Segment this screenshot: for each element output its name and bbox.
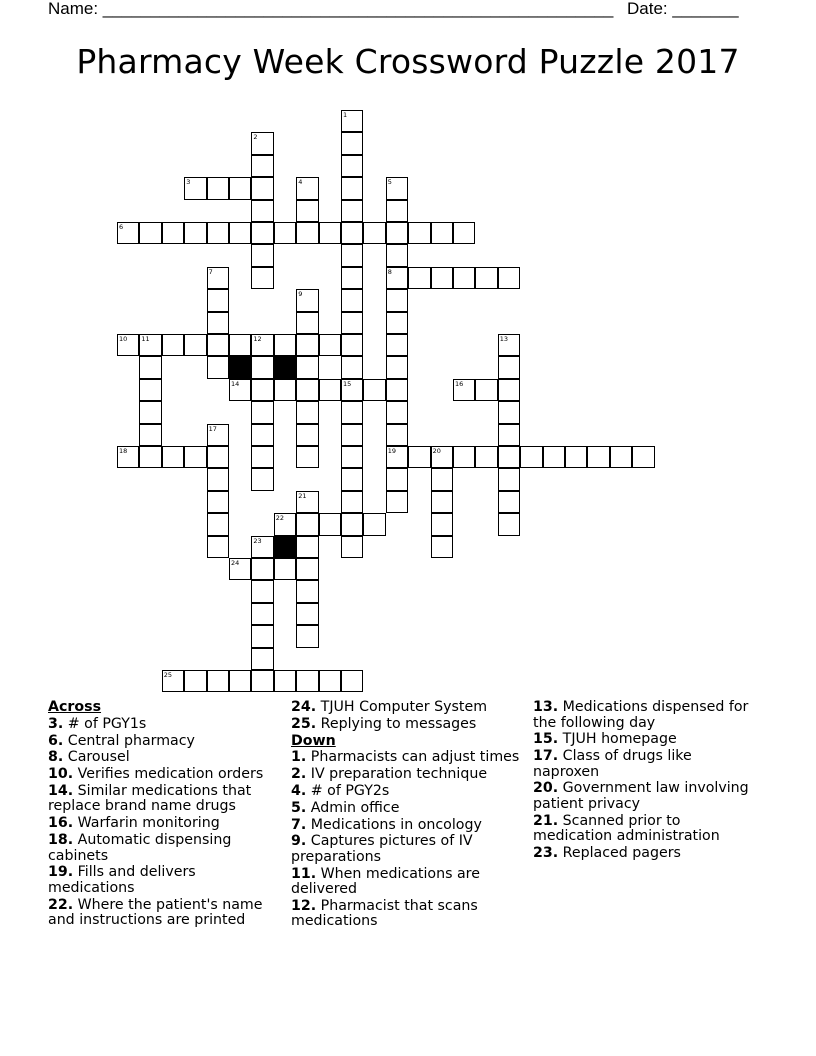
- crossword-cell[interactable]: [341, 334, 363, 356]
- crossword-cell[interactable]: [341, 513, 363, 535]
- crossword-cell[interactable]: [408, 267, 430, 289]
- crossword-cell[interactable]: [386, 491, 408, 513]
- clue-number: 7.: [291, 816, 307, 833]
- crossword-cell[interactable]: [184, 177, 206, 199]
- clue-number-label: 23: [253, 536, 262, 545]
- crossword-cell[interactable]: [251, 558, 273, 580]
- crossword-cell[interactable]: [431, 222, 453, 244]
- across-heading: Across: [48, 699, 102, 715]
- clue-number: 14.: [48, 782, 74, 799]
- crossword-cell[interactable]: [229, 177, 251, 199]
- crossword-cell[interactable]: [251, 222, 273, 244]
- crossword-cell[interactable]: [296, 670, 318, 692]
- clue-number-label: 8: [387, 267, 392, 276]
- crossword-cell[interactable]: [207, 222, 229, 244]
- crossword-cell[interactable]: [139, 334, 161, 356]
- crossword-cell[interactable]: [498, 401, 520, 423]
- crossword-cell[interactable]: [341, 267, 363, 289]
- crossword-cell[interactable]: [431, 267, 453, 289]
- crossword-cell[interactable]: [408, 446, 430, 468]
- crossword-cell[interactable]: [274, 379, 296, 401]
- clue-down-9: [291, 834, 523, 865]
- crossword-cell[interactable]: [229, 222, 251, 244]
- crossword-cell[interactable]: [341, 155, 363, 177]
- crossword-cell[interactable]: [363, 222, 385, 244]
- crossword-cell[interactable]: [251, 580, 273, 602]
- crossword-cell[interactable]: [207, 491, 229, 513]
- clue-number: 5.: [291, 799, 307, 816]
- clue-down-7: [291, 818, 523, 834]
- clue-text: Where the patient's name and instructions are printed: [48, 896, 263, 929]
- crossword-cell[interactable]: [341, 312, 363, 334]
- clue-number-label: 11: [141, 335, 150, 343]
- crossword-cell[interactable]: [229, 379, 251, 401]
- crossword-cell[interactable]: [296, 379, 318, 401]
- clue-text: Pharmacists can adjust times: [310, 749, 520, 766]
- crossword-cell[interactable]: [386, 200, 408, 222]
- crossword-cell[interactable]: [207, 267, 229, 289]
- crossword-cell[interactable]: [431, 468, 453, 490]
- crossword-cell[interactable]: [296, 446, 318, 468]
- clue-text: Pharmacist that scans medications: [291, 897, 478, 930]
- clue-number: 8.: [48, 749, 64, 766]
- clue-text: Government law involving patient privacy: [533, 780, 749, 812]
- clue-number-label: 10: [119, 335, 128, 343]
- crossword-cell[interactable]: [341, 177, 363, 199]
- clue-text: Automatic dispensing cabinets: [48, 832, 232, 864]
- clue-number: 23.: [533, 844, 559, 861]
- crossword-cell[interactable]: [117, 446, 139, 468]
- clue-down-15: [533, 732, 753, 748]
- clue-number: 17.: [533, 748, 559, 765]
- crossword-cell[interactable]: [319, 670, 341, 692]
- clue-text: TJUH Computer System: [320, 699, 488, 715]
- crossword-cell[interactable]: [207, 289, 229, 311]
- crossword-block-cell: [274, 356, 296, 378]
- crossword-cell[interactable]: [319, 513, 341, 535]
- clue-number: 12.: [291, 897, 317, 914]
- crossword-cell[interactable]: [386, 334, 408, 356]
- clue-down-20: [533, 781, 753, 812]
- crossword-cell[interactable]: [207, 177, 229, 199]
- crossword-cell[interactable]: [341, 222, 363, 244]
- clue-number-label: 20: [432, 447, 441, 455]
- crossword-cell[interactable]: [498, 267, 520, 289]
- crossword-cell[interactable]: [162, 334, 184, 356]
- crossword-cell[interactable]: [251, 356, 273, 378]
- crossword-cell[interactable]: [251, 132, 273, 154]
- crossword-cell[interactable]: [274, 670, 296, 692]
- crossword-cell[interactable]: [319, 222, 341, 244]
- crossword-cell[interactable]: [341, 132, 363, 154]
- crossword-cell[interactable]: [341, 379, 363, 401]
- crossword-cell[interactable]: [207, 468, 229, 490]
- clue-across-19: [48, 865, 280, 896]
- crossword-cell[interactable]: [139, 379, 161, 401]
- crossword-cell[interactable]: [341, 468, 363, 490]
- crossword-cell[interactable]: [341, 401, 363, 423]
- clue-number: 20.: [533, 780, 559, 797]
- date-field-label: Date: _______: [627, 0, 739, 18]
- crossword-block-cell: [229, 356, 251, 378]
- crossword-cell[interactable]: [431, 536, 453, 558]
- clue-number: 18.: [48, 832, 74, 849]
- crossword-cell[interactable]: [251, 670, 273, 692]
- clue-across-10: [48, 767, 280, 783]
- crossword-cell[interactable]: [117, 222, 139, 244]
- crossword-cell[interactable]: [386, 446, 408, 468]
- crossword-cell[interactable]: [251, 200, 273, 222]
- crossword-cell[interactable]: [274, 558, 296, 580]
- clue-number: 15.: [533, 731, 559, 748]
- crossword-cell[interactable]: [386, 177, 408, 199]
- clue-number: 11.: [291, 865, 317, 882]
- crossword-cell[interactable]: [207, 334, 229, 356]
- crossword-cell[interactable]: [319, 334, 341, 356]
- clue-number: 2.: [291, 766, 307, 783]
- clue-down-23: [533, 846, 753, 862]
- crossword-cell[interactable]: [341, 424, 363, 446]
- crossword-cell[interactable]: [296, 289, 318, 311]
- name-field-label: Name: ______________________________________________________: [48, 0, 614, 18]
- clue-text: IV preparation technique: [310, 766, 488, 783]
- crossword-cell[interactable]: [139, 446, 161, 468]
- crossword-cell[interactable]: [207, 670, 229, 692]
- crossword-cell[interactable]: [184, 334, 206, 356]
- clue-down-12: [291, 899, 523, 930]
- clue-number-label: 17: [208, 424, 217, 433]
- crossword-cell[interactable]: [251, 379, 273, 401]
- crossword-cell[interactable]: [341, 491, 363, 513]
- crossword-cell[interactable]: [610, 446, 632, 468]
- crossword-cell[interactable]: [251, 603, 273, 625]
- clues-column-1: [48, 700, 280, 930]
- crossword-cell[interactable]: [139, 222, 161, 244]
- clue-down-5: [291, 801, 523, 817]
- clue-number: 6.: [48, 732, 64, 749]
- down-heading: Down: [291, 732, 336, 749]
- crossword-cell[interactable]: [296, 312, 318, 334]
- crossword-cell[interactable]: [543, 446, 565, 468]
- clues-column-2: [291, 700, 523, 931]
- crossword-cell[interactable]: [498, 491, 520, 513]
- crossword-cell[interactable]: [386, 379, 408, 401]
- crossword-cell[interactable]: [341, 110, 363, 132]
- crossword-cell[interactable]: [341, 289, 363, 311]
- crossword-cell[interactable]: [207, 424, 229, 446]
- crossword-cell[interactable]: [251, 625, 273, 647]
- clue-across-18: [48, 833, 280, 864]
- crossword-cell[interactable]: [498, 334, 520, 356]
- clue-text: Medications in oncology: [310, 816, 482, 833]
- clue-across-16: [48, 816, 280, 832]
- crossword-cell[interactable]: [296, 177, 318, 199]
- clue-text: When medications are delivered: [291, 865, 480, 898]
- crossword-cell[interactable]: [431, 491, 453, 513]
- crossword-cell[interactable]: [207, 356, 229, 378]
- clue-text: Admin office: [310, 799, 400, 816]
- crossword-cell[interactable]: [341, 244, 363, 266]
- crossword-cell[interactable]: [207, 312, 229, 334]
- clue-across-3: [48, 717, 280, 733]
- crossword-cell[interactable]: [229, 558, 251, 580]
- crossword-cell[interactable]: [341, 356, 363, 378]
- crossword-cell[interactable]: [386, 424, 408, 446]
- clue-down-21: [533, 814, 753, 845]
- clue-number-label: 16: [455, 379, 464, 388]
- clue-number-label: 22: [275, 514, 285, 523]
- clue-number: 16.: [48, 815, 74, 832]
- clue-text: Central pharmacy: [67, 732, 195, 749]
- clue-number-label: 3: [186, 178, 191, 187]
- crossword-cell[interactable]: [251, 267, 273, 289]
- clue-number: 13.: [533, 699, 559, 715]
- clue-text: Class of drugs like naproxen: [533, 748, 692, 780]
- crossword-cell[interactable]: [296, 356, 318, 378]
- clue-text: Replying to messages: [320, 715, 477, 732]
- clue-number-label: 7: [208, 267, 213, 276]
- clue-number: 22.: [48, 896, 74, 913]
- clue-number: 21.: [533, 812, 559, 829]
- clue-down-2: [291, 767, 523, 783]
- crossword-cell[interactable]: [274, 334, 296, 356]
- crossword-cell[interactable]: [453, 267, 475, 289]
- clues-column-3: [533, 700, 753, 863]
- crossword-cell[interactable]: [341, 536, 363, 558]
- clue-down-13: [533, 700, 753, 731]
- crossword-cell[interactable]: [498, 446, 520, 468]
- clue-across-8: [48, 750, 280, 766]
- crossword-cell[interactable]: [632, 446, 654, 468]
- clue-number: 3.: [48, 715, 64, 732]
- clue-number-label: 6: [119, 223, 124, 231]
- crossword-cell[interactable]: [139, 424, 161, 446]
- clue-text: Scanned prior to medication administration: [533, 812, 720, 845]
- crossword-cell[interactable]: [251, 424, 273, 446]
- crossword-cell[interactable]: [139, 401, 161, 423]
- clue-number-label: 21: [298, 491, 307, 500]
- crossword-cell[interactable]: [251, 155, 273, 177]
- crossword-cell[interactable]: [319, 379, 341, 401]
- clue-text: Fills and delivers medications: [48, 864, 196, 896]
- clue-text: Warfarin monitoring: [77, 815, 220, 832]
- crossword-cell[interactable]: [498, 424, 520, 446]
- crossword-cell[interactable]: [184, 222, 206, 244]
- crossword-cell[interactable]: [162, 222, 184, 244]
- crossword-cell[interactable]: [251, 468, 273, 490]
- clue-across-6: [48, 734, 280, 750]
- crossword-cell[interactable]: [229, 670, 251, 692]
- crossword-cell[interactable]: [341, 670, 363, 692]
- clue-down-1: [291, 750, 523, 766]
- crossword-cell[interactable]: [251, 648, 273, 670]
- clue-number-label: 14: [231, 379, 240, 388]
- clue-text: # of PGY1s: [67, 715, 147, 732]
- clue-text: Carousel: [67, 749, 130, 766]
- crossword-cell[interactable]: [296, 424, 318, 446]
- crossword-cell[interactable]: [498, 356, 520, 378]
- clue-number: 9.: [291, 833, 307, 850]
- crossword-cell[interactable]: [296, 200, 318, 222]
- crossword-cell[interactable]: [296, 222, 318, 244]
- crossword-cell[interactable]: [296, 334, 318, 356]
- crossword-cell[interactable]: [453, 446, 475, 468]
- crossword-cell[interactable]: [296, 558, 318, 580]
- crossword-cell[interactable]: [520, 446, 542, 468]
- crossword-cell[interactable]: [162, 446, 184, 468]
- crossword-cell[interactable]: [117, 334, 139, 356]
- crossword-cell[interactable]: [498, 379, 520, 401]
- crossword-cell[interactable]: [386, 244, 408, 266]
- clue-number: 24.: [291, 699, 317, 715]
- clue-text: # of PGY2s: [310, 782, 390, 799]
- crossword-cell[interactable]: [229, 334, 251, 356]
- clue-number-label: 12: [253, 335, 262, 343]
- crossword-cell[interactable]: [296, 401, 318, 423]
- clue-number-label: 15: [343, 379, 352, 388]
- crossword-cell[interactable]: [565, 446, 587, 468]
- crossword-cell[interactable]: [386, 356, 408, 378]
- clue-text: TJUH homepage: [562, 731, 677, 748]
- crossword-cell[interactable]: [386, 267, 408, 289]
- clue-number-label: 24: [231, 559, 240, 567]
- clue-number-label: 18: [119, 447, 128, 455]
- crossword-cell[interactable]: [386, 289, 408, 311]
- clue-across-22: [48, 898, 280, 929]
- crossword-block-cell: [274, 536, 296, 558]
- crossword-cell[interactable]: [453, 222, 475, 244]
- crossword-cell[interactable]: [296, 491, 318, 513]
- clue-number-label: 2: [253, 133, 258, 142]
- crossword-cell[interactable]: [207, 513, 229, 535]
- clue-number-label: 25: [163, 671, 173, 679]
- crossword-cell[interactable]: [431, 513, 453, 535]
- crossword-cell[interactable]: [363, 379, 385, 401]
- crossword-cell[interactable]: [296, 513, 318, 535]
- crossword-cell[interactable]: [251, 244, 273, 266]
- crossword-cell[interactable]: [251, 401, 273, 423]
- clue-across-14: [48, 784, 280, 815]
- clue-down-17: [533, 749, 753, 780]
- clue-across-25: [291, 717, 523, 733]
- crossword-cell[interactable]: [386, 312, 408, 334]
- clue-text: Verifies medication orders: [77, 766, 264, 783]
- crossword-cell[interactable]: [341, 200, 363, 222]
- crossword-cell[interactable]: [386, 468, 408, 490]
- crossword-cell[interactable]: [251, 177, 273, 199]
- clue-down-11: [291, 867, 523, 898]
- clue-down-4: [291, 784, 523, 800]
- clue-number-label: 1: [343, 111, 348, 119]
- clue-text: Similar medications that replace brand name drugs: [48, 782, 252, 815]
- crossword-cell[interactable]: [251, 536, 273, 558]
- clue-number: 1.: [291, 749, 307, 766]
- clue-number-label: 5: [387, 178, 392, 187]
- crossword-cell[interactable]: [363, 513, 385, 535]
- clue-text: Medications dispensed for the following day: [533, 699, 749, 731]
- crossword-cell[interactable]: [453, 379, 475, 401]
- crossword-cell[interactable]: [386, 222, 408, 244]
- crossword-cell[interactable]: [251, 334, 273, 356]
- crossword-cell[interactable]: [296, 536, 318, 558]
- crossword-cell[interactable]: [498, 513, 520, 535]
- clue-number-label: 9: [298, 290, 303, 299]
- crossword-cell[interactable]: [207, 536, 229, 558]
- crossword-cell[interactable]: [587, 446, 609, 468]
- crossword-cell[interactable]: [251, 446, 273, 468]
- crossword-cell[interactable]: [475, 267, 497, 289]
- crossword-cell[interactable]: [498, 468, 520, 490]
- crossword-cell[interactable]: [184, 446, 206, 468]
- page-title: Pharmacy Week Crossword Puzzle 2017: [76, 42, 740, 81]
- crossword-cell[interactable]: [296, 580, 318, 602]
- crossword-cell[interactable]: [184, 670, 206, 692]
- crossword-cell[interactable]: [475, 379, 497, 401]
- crossword-cell[interactable]: [341, 446, 363, 468]
- crossword-cell[interactable]: [162, 670, 184, 692]
- crossword-cell[interactable]: [475, 446, 497, 468]
- crossword-cell[interactable]: [139, 356, 161, 378]
- clue-across-24: [291, 700, 523, 716]
- clue-number: 4.: [291, 782, 307, 799]
- crossword-cell[interactable]: [408, 222, 430, 244]
- crossword-cell[interactable]: [386, 401, 408, 423]
- clue-number: 19.: [48, 864, 74, 881]
- clue-text: Captures pictures of IV preparations: [291, 833, 473, 865]
- crossword-cell[interactable]: [274, 222, 296, 244]
- clue-number: 25.: [291, 715, 317, 732]
- crossword-cell[interactable]: [296, 603, 318, 625]
- crossword-cell[interactable]: [274, 513, 296, 535]
- clue-text: Replaced pagers: [562, 844, 681, 861]
- crossword-cell[interactable]: [296, 625, 318, 647]
- crossword-cell[interactable]: [207, 446, 229, 468]
- crossword-cell[interactable]: [431, 446, 453, 468]
- clue-number: 10.: [48, 766, 74, 783]
- clue-number-label: 13: [499, 335, 509, 343]
- clue-number-label: 19: [387, 447, 397, 455]
- clue-number-label: 4: [298, 178, 303, 187]
